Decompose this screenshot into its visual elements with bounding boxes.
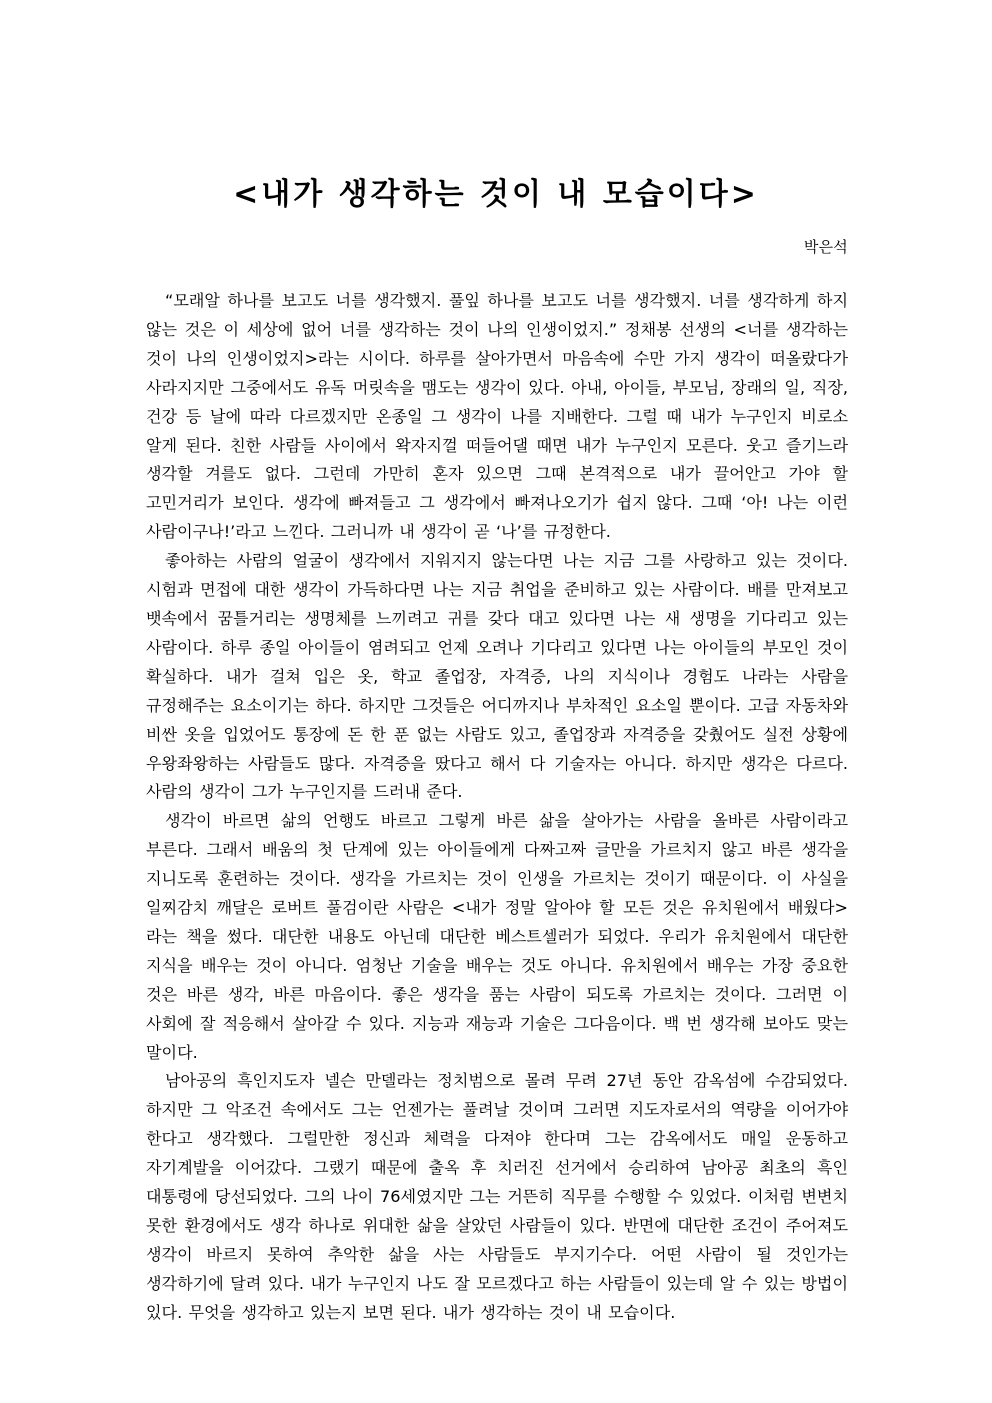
- body-paragraph: “모래알 하나를 보고도 너를 생각했지. 풀잎 하나를 보고도 너를 생각했지. 너를 생각하게 하지 않는 것은 이 세상에 없어 너를 생각하는 것이 나의 인생이었지.” 정채봉 선생의 <너를 생각하는 것이 나의 인생이었지>라는 시이다. 하루를 살아가면서 마음속에 수만 가지 생각이 떠올랐다가 사라지지만 그중에서도 유독 머릿속을 맴도는 생각이 있다. 아내, 아이들, 부모님, 장래의 일, 직장, 건강 등 날에 따라 다르겠지만 온종일 그 생각이 나를 지배한다. 그럴 때 내가 누구인지 비로소 알게 된다. 친한 사람들 사이에서 왁자지껄 떠들어댈 때면 내가 누구인지 모른다. 웃고 즐기느라 생각할 겨를도 없다. 그런데 가만히 혼자 있으면 그때 본격적으로 내가 끌어안고 가야 할 고민거리가 보인다. 생각에 빠져들고 그 생각에서 빠져나오기가 쉽지 않다. 그때 ‘아! 나는 이런 사람이구나!’라고 느낀다. 그러니까 내 생각이 곧 ‘나’를 규정한다.: [146, 291, 848, 542]
- body-paragraph: 좋아하는 사람의 얼굴이 생각에서 지워지지 않는다면 나는 지금 그를 사랑하고 있는 것이다. 시험과 면접에 대한 생각이 가득하다면 나는 지금 취업을 준비하고 있는 사람이다. 배를 만져보고 뱃속에서 꿈틀거리는 생명체를 느끼려고 귀를 갖다 대고 있다면 나는 새 생명을 기다리고 있는 사람이다. 하루 종일 아이들이 염려되고 언제 오려나 기다리고 있다면 나는 아이들의 부모인 것이 확실하다. 내가 걸쳐 입은 옷, 학교 졸업장, 자격증, 나의 지식이나 경험도 나라는 사람을 규정해주는 요소이기는 하다. 하지만 그것들은 어디까지나 부차적인 요소일 뿐이다. 고급 자동차와 비싼 옷을 입었어도 통장에 돈 한 푼 없는 사람도 있고, 졸업장과 자격증을 갖췄어도 실전 상황에 우왕좌왕하는 사람들도 많다. 자격증을 땄다고 해서 다 기술자는 아니다. 하지만 생각은 다르다. 사람의 생각이 그가 누구인지를 드러내 준다.: [146, 551, 848, 802]
- author-byline: 박은석: [803, 238, 848, 256]
- document-body: [146, 287, 848, 1328]
- body-paragraph: 생각이 바르면 삶의 언행도 바르고 그렇게 바른 삶을 살아가는 사람을 올바른 사람이라고 부른다. 그래서 배움의 첫 단계에 있는 아이들에게 다짜고짜 글만을 가르치지 않고 바른 생각을 지니도록 훈련하는 것이다. 생각을 가르치는 것이 인생을 가르치는 것이기 때문이다. 이 사실을 일찌감치 깨달은 로버트 풀검이란 사람은 <내가 정말 알아야 할 모든 것은 유치원에서 배웠다>라는 책을 썼다. 대단한 내용도 아닌데 대단한 베스트셀러가 되었다. 우리가 유치원에서 대단한 지식을 배우는 것이 아니다. 엄청난 기술을 배우는 것도 아니다. 유치원에서 배우는 가장 중요한 것은 바른 생각, 바른 마음이다. 좋은 생각을 품는 사람이 되도록 가르치는 것이다. 그러면 이 사회에 잘 적응해서 살아갈 수 있다. 지능과 재능과 기술은 그다음이다. 백 번 생각해 보아도 맞는 말이다.: [146, 811, 848, 1062]
- page-title: <내가 생각하는 것이 내 모습이다>: [233, 177, 759, 213]
- body-paragraph: 남아공의 흑인지도자 넬슨 만델라는 정치범으로 몰려 무려 27년 동안 감옥섬에 수감되었다. 하지만 그 악조건 속에서도 그는 언젠가는 풀려날 것이며 그러면 지도자로서의 역량을 이어가야 한다고 생각했다. 그럴만한 정신과 체력을 다져야 한다며 그는 감옥에서도 매일 운동하고 자기계발을 이어갔다. 그랬기 때문에 출옥 후 치러진 선거에서 승리하여 남아공 최초의 흑인 대통령에 당선되었다. 그의 나이 76세였지만 그는 거뜬히 직무를 수행할 수 있었다. 이처럼 변변치 못한 환경에서도 생각 하나로 위대한 삶을 살았던 사람들이 있다. 반면에 대단한 조건이 주어져도 생각이 바르지 못하여 추악한 삶을 사는 사람들도 부지기수다. 어떤 사람이 될 것인가는 생각하기에 달려 있다. 내가 누구인지 나도 잘 모르겠다고 하는 사람들이 있는데 알 수 있는 방법이 있다. 무엇을 생각하고 있는지 보면 된다. 내가 생각하는 것이 내 모습이다.: [146, 1071, 848, 1322]
